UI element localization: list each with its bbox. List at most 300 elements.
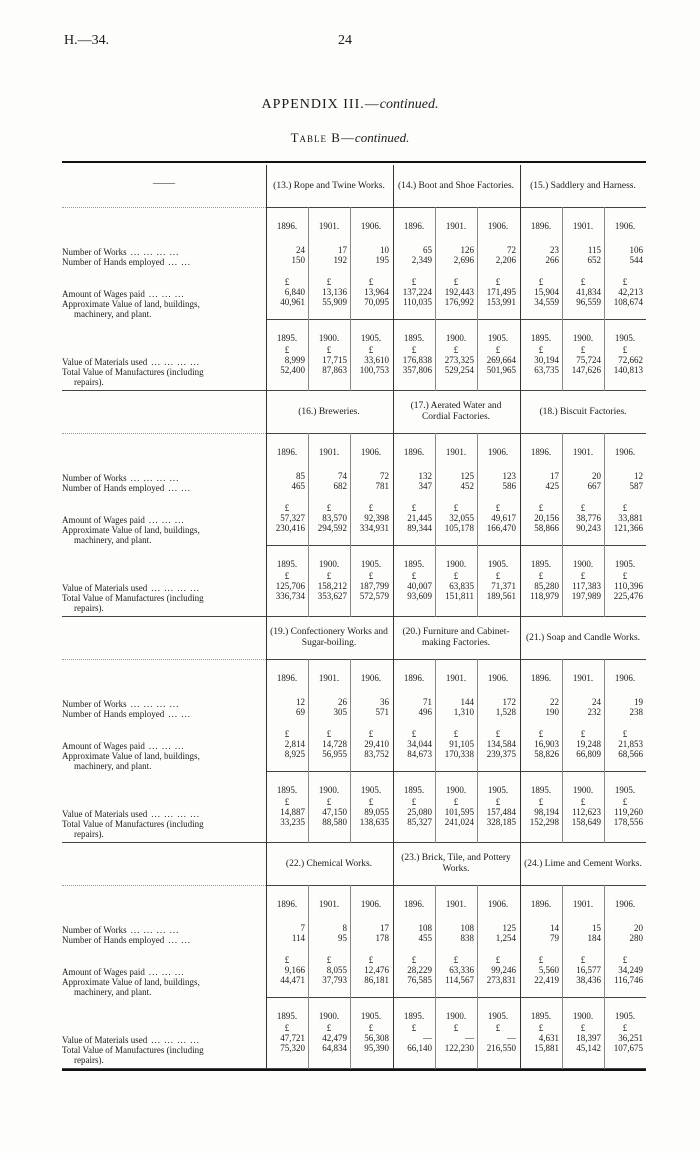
- value-cell: 21,853: [618, 739, 643, 749]
- value-cell: 126: [460, 245, 474, 255]
- value-cell: 137,224: [402, 287, 432, 297]
- pound-marker: £: [538, 1023, 544, 1033]
- row-label-text: repairs).: [74, 829, 104, 839]
- value-cell: 52,400: [280, 365, 305, 375]
- value-cell: 91,105: [449, 739, 474, 749]
- row-label-text: machinery, and plant.: [74, 535, 152, 545]
- value-cell: 69: [296, 707, 305, 717]
- year-header: 1900.: [318, 785, 340, 795]
- pound-marker: £: [284, 729, 290, 739]
- year-header: 1896.: [276, 447, 298, 457]
- row-label-materials: [62, 583, 262, 593]
- row-divider: [266, 433, 646, 434]
- year-header: 1905.: [614, 559, 636, 569]
- value-cell: 280: [629, 933, 643, 943]
- row-label-manufactures-2: [62, 1055, 262, 1065]
- empty-stub-heading: ——: [153, 177, 175, 189]
- value-cell: 187,799: [359, 581, 389, 591]
- value-cell: 34,559: [534, 297, 559, 307]
- value-cell: 44,471: [280, 975, 305, 985]
- value-cell: 781: [375, 481, 389, 491]
- value-cell: 115: [587, 245, 601, 255]
- pound-marker: £: [580, 503, 586, 513]
- value-cell: 90,243: [576, 523, 601, 533]
- value-cell: 89,344: [407, 523, 432, 533]
- leader-dots: ... ... ... ...: [130, 699, 180, 709]
- value-cell: 12: [296, 697, 305, 707]
- year-header: 1901.: [445, 899, 467, 909]
- value-cell: 110,396: [614, 581, 643, 591]
- row-label-manufactures-1: [62, 367, 262, 377]
- value-cell: 38,436: [576, 975, 601, 985]
- value-cell: 28,229: [407, 965, 432, 975]
- pound-marker: £: [368, 1023, 374, 1033]
- value-cell: 152,298: [529, 817, 559, 827]
- year-header: 1900.: [445, 559, 467, 569]
- stub-divider: [62, 433, 266, 434]
- value-cell: 106: [629, 245, 643, 255]
- pound-marker: £: [368, 277, 374, 287]
- leader-dots: ... ... ...: [148, 741, 185, 751]
- value-cell: 33,610: [364, 355, 389, 365]
- pound-marker: £: [326, 571, 332, 581]
- value-cell: 101,595: [444, 807, 474, 817]
- value-cell: 92,398: [364, 513, 389, 523]
- value-cell: 5,560: [538, 965, 559, 975]
- row-label-text: Approximate Value of land, buildings,: [62, 525, 200, 535]
- value-cell: 190: [545, 707, 559, 717]
- year-header: 1895.: [530, 1011, 552, 1021]
- row-label-text: Number of Hands employed: [62, 257, 165, 267]
- year-header: 1900.: [445, 785, 467, 795]
- value-cell: 571: [375, 707, 389, 717]
- value-cell: 232: [587, 707, 601, 717]
- value-cell: 125,706: [275, 581, 305, 591]
- value-cell: 170,338: [444, 749, 474, 759]
- value-cell: 18,397: [576, 1033, 601, 1043]
- pound-marker: £: [411, 1023, 417, 1033]
- leader-dots: ... ... ... ...: [151, 809, 200, 819]
- year-header: 1901.: [572, 221, 594, 231]
- value-cell: 71: [423, 697, 432, 707]
- value-cell: 41,834: [576, 287, 601, 297]
- value-cell: 63,336: [449, 965, 474, 975]
- pound-marker: £: [326, 503, 332, 513]
- year-header: 1906.: [360, 899, 382, 909]
- value-cell: 76,585: [407, 975, 432, 985]
- value-cell: 14,887: [280, 807, 305, 817]
- value-cell: 66,809: [576, 749, 601, 759]
- value-cell: 33,881: [618, 513, 643, 523]
- group-heading: (16.) Breweries.: [298, 406, 360, 417]
- value-cell: 122,230: [444, 1043, 474, 1053]
- year-header: 1901.: [572, 447, 594, 457]
- row-label-text: Number of Hands employed: [62, 483, 165, 493]
- value-cell: 47,721: [280, 1033, 305, 1043]
- section-divider: [62, 1068, 646, 1069]
- row-label-text: Number of Hands employed: [62, 935, 165, 945]
- year-header: 1906.: [614, 221, 636, 231]
- pound-marker: £: [411, 955, 417, 965]
- year-header: 1901.: [445, 673, 467, 683]
- year-header: 1906.: [360, 447, 382, 457]
- leader-dots: ... ... ... ...: [151, 1035, 200, 1045]
- year-header: 1900.: [318, 333, 340, 343]
- pound-marker: £: [368, 797, 374, 807]
- value-cell: 79: [550, 933, 559, 943]
- value-cell: 95,390: [364, 1043, 389, 1053]
- value-cell: 144: [460, 697, 474, 707]
- value-cell: 56,955: [322, 749, 347, 759]
- value-cell: 47,150: [322, 807, 347, 817]
- value-cell: 24: [296, 245, 305, 255]
- row-label-text: repairs).: [74, 377, 104, 387]
- row-label-wages: [62, 515, 262, 525]
- value-cell: 334,931: [359, 523, 389, 533]
- pound-marker: £: [411, 277, 417, 287]
- year-header: 1900.: [572, 559, 594, 569]
- pound-marker: £: [580, 571, 586, 581]
- value-cell: 85,327: [407, 817, 432, 827]
- year-header: 1896.: [276, 673, 298, 683]
- value-cell: 14,728: [322, 739, 347, 749]
- year-header: 1905.: [360, 559, 382, 569]
- pound-marker: £: [368, 571, 374, 581]
- pound-marker: £: [538, 955, 544, 965]
- value-cell: 17,715: [322, 355, 347, 365]
- value-cell: 20,156: [534, 513, 559, 523]
- table-title-continued: continued.: [354, 130, 410, 145]
- row-label-text: Number of Hands employed: [62, 709, 165, 719]
- value-cell: 587: [629, 481, 643, 491]
- statistics-table: [62, 161, 646, 1071]
- value-cell: 21,445: [407, 513, 432, 523]
- row-label-wages: [62, 289, 262, 299]
- value-cell: 85: [296, 471, 305, 481]
- value-cell: 1,528: [495, 707, 516, 717]
- value-cell: 84,673: [407, 749, 432, 759]
- value-cell: 230,416: [275, 523, 305, 533]
- value-cell: 12: [634, 471, 643, 481]
- row-label-text: Number of Works: [62, 247, 127, 257]
- value-cell: 572,579: [359, 591, 389, 601]
- pound-marker: £: [495, 797, 501, 807]
- value-cell: 8,055: [326, 965, 347, 975]
- year-header: 1906.: [487, 899, 509, 909]
- table-section: [62, 843, 646, 1069]
- value-cell: 13,964: [364, 287, 389, 297]
- value-cell: 93,609: [407, 591, 432, 601]
- value-cell: 10: [380, 245, 389, 255]
- value-cell: 357,806: [402, 365, 432, 375]
- pound-marker: £: [453, 571, 459, 581]
- leader-dots: ... ... ... ...: [151, 583, 200, 593]
- value-cell: 22: [550, 697, 559, 707]
- appendix-title-continued: continued.: [379, 97, 439, 112]
- value-cell: 108: [418, 923, 432, 933]
- pound-marker: £: [495, 955, 501, 965]
- value-cell: 72: [380, 471, 389, 481]
- group-heading: (18.) Biscuit Factories.: [539, 406, 627, 417]
- value-cell: 17: [550, 471, 559, 481]
- value-cell: 19: [634, 697, 643, 707]
- row-label-value-land-1: [62, 525, 262, 535]
- value-cell: —: [423, 1033, 432, 1043]
- row-label-wages: [62, 967, 262, 977]
- value-cell: 108,674: [613, 297, 643, 307]
- value-cell: 1,310: [453, 707, 474, 717]
- pound-marker: £: [622, 503, 628, 513]
- leader-dots: ... ... ...: [148, 515, 185, 525]
- row-label-wages: [62, 741, 262, 751]
- year-header: 1896.: [530, 447, 552, 457]
- year-header: 1896.: [403, 447, 425, 457]
- value-cell: 273,831: [486, 975, 516, 985]
- row-label-text: repairs).: [74, 1055, 104, 1065]
- row-label-materials: [62, 1035, 262, 1045]
- value-cell: 158,649: [571, 817, 601, 827]
- value-cell: 112,623: [572, 807, 601, 817]
- row-label-manufactures-1: [62, 819, 262, 829]
- year-header: 1896.: [530, 673, 552, 683]
- value-cell: 225,476: [613, 591, 643, 601]
- value-cell: 8,925: [284, 749, 305, 759]
- page-number: 24: [338, 33, 352, 48]
- year-header: 1900.: [318, 1011, 340, 1021]
- pound-marker: £: [284, 345, 290, 355]
- year-header: 1901.: [445, 221, 467, 231]
- leader-dots: ... ...: [168, 257, 191, 267]
- year-header: 1895.: [530, 333, 552, 343]
- value-cell: 98,194: [534, 807, 559, 817]
- pound-marker: £: [326, 1023, 332, 1033]
- value-cell: 16,903: [534, 739, 559, 749]
- row-label-text: machinery, and plant.: [74, 987, 152, 997]
- group-heading: (13.) Rope and Twine Works.: [273, 180, 385, 191]
- value-cell: 305: [333, 707, 347, 717]
- value-cell: 95: [338, 933, 347, 943]
- value-cell: 496: [418, 707, 432, 717]
- pound-marker: £: [284, 797, 290, 807]
- year-header: 1900.: [318, 559, 340, 569]
- value-cell: 99,246: [491, 965, 516, 975]
- pound-marker: £: [580, 729, 586, 739]
- row-label-text: Total Value of Manufactures (including: [62, 819, 204, 829]
- pound-marker: £: [622, 571, 628, 581]
- pound-marker: £: [495, 345, 501, 355]
- value-cell: 118,979: [530, 591, 559, 601]
- document-reference: H.—34.: [64, 33, 110, 48]
- value-cell: 75,724: [576, 355, 601, 365]
- year-header: 1900.: [572, 785, 594, 795]
- value-cell: 158,212: [317, 581, 347, 591]
- row-label-text: Value of Materials used: [62, 809, 148, 819]
- pound-marker: £: [411, 503, 417, 513]
- pound-marker: £: [284, 571, 290, 581]
- value-cell: 8: [342, 923, 347, 933]
- pound-marker: £: [495, 1023, 501, 1033]
- value-cell: 117,383: [572, 581, 601, 591]
- value-cell: 110,035: [403, 297, 432, 307]
- value-cell: 56,308: [364, 1033, 389, 1043]
- year-header: 1906.: [614, 673, 636, 683]
- value-cell: 273,325: [444, 355, 474, 365]
- value-cell: 96,559: [576, 297, 601, 307]
- value-cell: 544: [629, 255, 643, 265]
- group-heading: (23.) Brick, Tile, and Pottery Works.: [401, 853, 511, 874]
- pound-marker: £: [580, 345, 586, 355]
- value-cell: 108: [460, 923, 474, 933]
- value-cell: 63,735: [534, 365, 559, 375]
- pound-marker: £: [284, 1023, 290, 1033]
- pound-marker: £: [453, 277, 459, 287]
- value-cell: 36: [380, 697, 389, 707]
- value-cell: 192: [333, 255, 347, 265]
- value-cell: 121,366: [613, 523, 643, 533]
- pound-marker: £: [622, 729, 628, 739]
- table-bottom-rule: [62, 1069, 646, 1071]
- value-cell: 336,734: [275, 591, 305, 601]
- value-cell: 63,835: [449, 581, 474, 591]
- value-cell: 38,776: [576, 513, 601, 523]
- value-cell: 652: [587, 255, 601, 265]
- value-cell: 40,007: [407, 581, 432, 591]
- value-cell: 239,375: [486, 749, 516, 759]
- year-header: 1906.: [360, 221, 382, 231]
- value-cell: 86,181: [364, 975, 389, 985]
- pound-marker: £: [368, 955, 374, 965]
- year-header: 1900.: [445, 1011, 467, 1021]
- year-header: 1896.: [530, 899, 552, 909]
- row-label-text: machinery, and plant.: [74, 309, 152, 319]
- value-cell: 17: [380, 923, 389, 933]
- year-header: 1906.: [614, 899, 636, 909]
- row-label-manufactures-1: [62, 593, 262, 603]
- value-cell: 132: [418, 471, 432, 481]
- pound-marker: £: [411, 729, 417, 739]
- value-cell: 4,631: [538, 1033, 559, 1043]
- pound-marker: £: [538, 571, 544, 581]
- leader-dots: ... ...: [168, 709, 191, 719]
- pound-marker: £: [495, 571, 501, 581]
- row-label-value-land-1: [62, 299, 262, 309]
- value-cell: 100,753: [359, 365, 389, 375]
- value-cell: 266: [545, 255, 559, 265]
- value-cell: 238: [629, 707, 643, 717]
- row-label-text: machinery, and plant.: [74, 761, 152, 771]
- value-cell: 15,881: [534, 1043, 559, 1053]
- value-cell: 116,746: [614, 975, 643, 985]
- row-label-text: Number of Works: [62, 473, 127, 483]
- value-cell: 176,838: [402, 355, 432, 365]
- value-cell: 125: [460, 471, 474, 481]
- pound-marker: £: [453, 503, 459, 513]
- row-label-works: [62, 247, 262, 257]
- table-section: [62, 391, 646, 617]
- row-label-hands: [62, 483, 262, 493]
- value-cell: 15,904: [534, 287, 559, 297]
- value-cell: 26: [338, 697, 347, 707]
- row-label-value-land-2: [62, 987, 262, 997]
- group-heading: (22.) Chemical Works.: [285, 858, 373, 869]
- value-cell: 150: [291, 255, 305, 265]
- value-cell: 114: [291, 933, 305, 943]
- value-cell: 119,260: [614, 807, 643, 817]
- value-cell: 58,866: [534, 523, 559, 533]
- pound-marker: £: [580, 1023, 586, 1033]
- row-label-value-land-1: [62, 751, 262, 761]
- row-divider: [266, 319, 646, 320]
- value-cell: 2,349: [411, 255, 432, 265]
- value-cell: 17: [338, 245, 347, 255]
- year-header: 1905.: [614, 785, 636, 795]
- value-cell: 58,826: [534, 749, 559, 759]
- value-cell: 49,617: [491, 513, 516, 523]
- value-cell: 452: [460, 481, 474, 491]
- value-cell: 42,213: [618, 287, 643, 297]
- leader-dots: ... ... ... ...: [130, 925, 180, 935]
- pound-marker: £: [368, 729, 374, 739]
- pound-marker: £: [622, 345, 628, 355]
- value-cell: 178: [375, 933, 389, 943]
- row-label-text: Amount of Wages paid: [62, 289, 145, 299]
- value-cell: 184: [587, 933, 601, 943]
- pound-marker: £: [453, 1023, 459, 1033]
- row-divider: [266, 207, 646, 208]
- row-label-text: Approximate Value of land, buildings,: [62, 299, 200, 309]
- year-header: 1895.: [530, 559, 552, 569]
- appendix-title: [0, 97, 700, 113]
- year-header: 1901.: [572, 899, 594, 909]
- year-header: 1896.: [403, 673, 425, 683]
- pound-marker: £: [453, 345, 459, 355]
- value-cell: 66,140: [407, 1043, 432, 1053]
- year-header: 1895.: [530, 785, 552, 795]
- value-cell: 294,592: [317, 523, 347, 533]
- pound-marker: £: [622, 955, 628, 965]
- value-cell: 586: [502, 481, 516, 491]
- value-cell: 134,584: [486, 739, 516, 749]
- pound-marker: £: [538, 729, 544, 739]
- row-label-manufactures-2: [62, 377, 262, 387]
- year-header: 1896.: [530, 221, 552, 231]
- value-cell: 171,495: [486, 287, 516, 297]
- row-label-manufactures-1: [62, 1045, 262, 1055]
- value-cell: 71,371: [491, 581, 516, 591]
- year-header: 1905.: [360, 785, 382, 795]
- row-divider: [266, 659, 646, 660]
- group-heading: (19.) Confectionery Works and Sugar-boiling.: [270, 627, 388, 648]
- value-cell: 2,696: [453, 255, 474, 265]
- group-heading: (17.) Aerated Water and Cordial Factories.: [410, 401, 502, 422]
- value-cell: 7: [300, 923, 305, 933]
- value-cell: 140,813: [613, 365, 643, 375]
- table-top-rule: [62, 161, 646, 163]
- value-cell: 114,567: [445, 975, 474, 985]
- value-cell: 88,580: [322, 817, 347, 827]
- year-header: 1905.: [487, 333, 509, 343]
- value-cell: 529,254: [444, 365, 474, 375]
- pound-marker: £: [580, 277, 586, 287]
- group-heading: (15.) Saddlery and Harness.: [530, 180, 636, 191]
- row-label-text: Number of Works: [62, 925, 127, 935]
- year-header: 1906.: [487, 673, 509, 683]
- value-cell: 57,327: [280, 513, 305, 523]
- value-cell: 15: [592, 923, 601, 933]
- appendix-title-main: APPENDIX III.—: [261, 97, 380, 112]
- row-label-text: Approximate Value of land, buildings,: [62, 977, 200, 987]
- value-cell: 105,178: [444, 523, 474, 533]
